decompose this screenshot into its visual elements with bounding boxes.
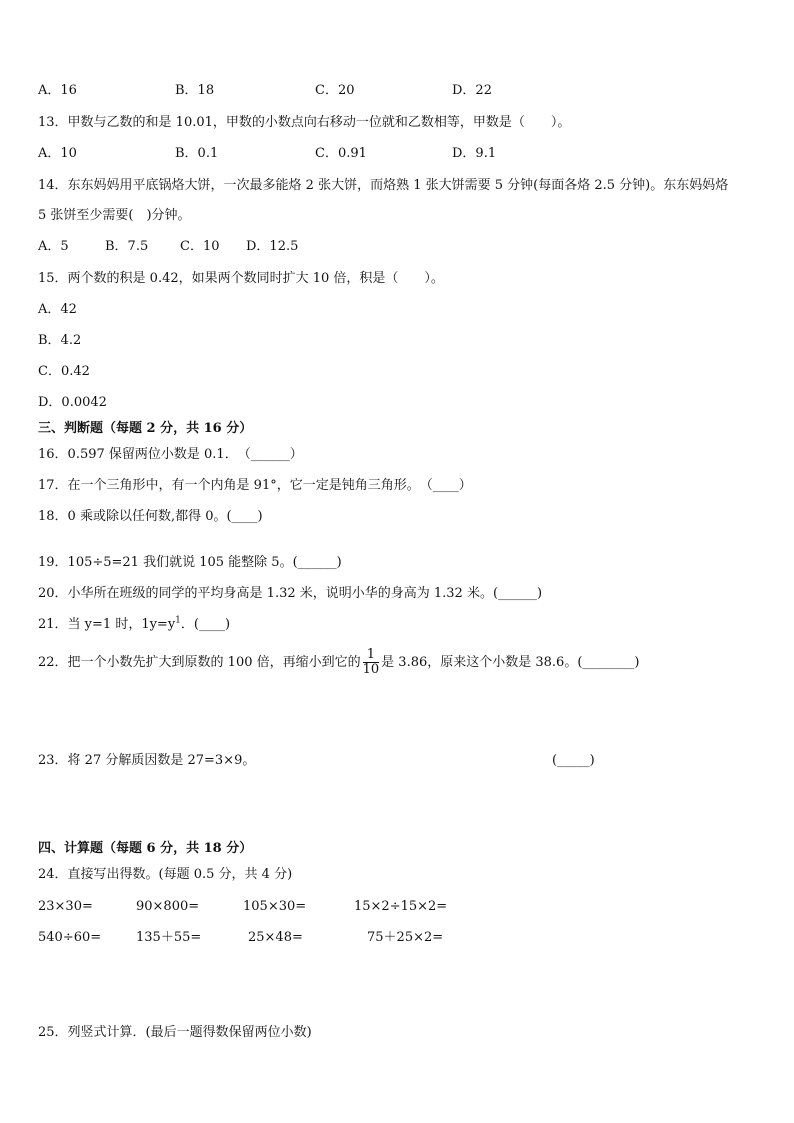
calc-item: 105×30=: [243, 899, 307, 914]
q23-answer-blank: (_____): [552, 753, 595, 768]
q25-title: 25．列竖式计算．(最后一题得数保留两位小数): [38, 1025, 312, 1040]
q13-option-a: A．10: [38, 146, 77, 161]
q14-option-b: B．7.5: [105, 239, 149, 254]
q12-option-c: C．20: [315, 83, 355, 98]
q15-option-c: C．0.42: [38, 364, 90, 379]
q16-statement: 16．0.597 保留两位小数是 0.1． （______）: [38, 447, 303, 462]
q22-text-before: 22．把一个小数先扩大到原数的 100 倍，再缩小到它的: [38, 655, 361, 670]
q17-statement: 17．在一个三角形中，有一个内角是 91°，它一定是钝角三角形。 （____）: [38, 478, 472, 493]
calc-item: 90×800=: [136, 899, 200, 914]
fraction-numerator: 1: [366, 647, 376, 662]
calc-item: 15×2÷15×2=: [354, 899, 448, 914]
q23-statement: 23．将 27 分解质因数是 27=3×9。: [38, 753, 256, 768]
q19-statement: 19．105÷5=21 我们就说 105 能整除 5。(______): [38, 555, 342, 570]
q14-option-c: C．10: [180, 239, 220, 254]
q21-statement: [38, 616, 230, 634]
section-3-heading: 三、判断题（每题 2 分，共 16 分）: [38, 421, 253, 436]
calc-item: 23×30=: [38, 899, 93, 914]
q13-option-b: B．0.1: [175, 146, 219, 161]
q13-option-c: C．0.91: [315, 146, 367, 161]
q24-title: 24．直接写出得数。(每题 0.5 分，共 4 分): [38, 867, 293, 882]
section-4-heading: 四、计算题（每题 6 分，共 18 分）: [38, 841, 253, 856]
one-tenth-fraction: [363, 648, 380, 677]
q13-question: 13．甲数与乙数的和是 10.01，甲数的小数点向右移动一位就和乙数相等，甲数是（ ）。: [38, 115, 571, 130]
q15-option-b: B．4.2: [38, 333, 82, 348]
q20-statement: 20．小华所在班级的同学的平均身高是 1.32 米，说明小华的身高为 1.32 米。(______): [38, 586, 543, 601]
q22-text-after: 是 3.86，原来这个小数是 38.6。(________): [381, 655, 640, 670]
q15-option-d: D．0.0042: [38, 395, 107, 410]
q21-exponent: 1: [175, 615, 181, 626]
q15-question: 15．两个数的积是 0.42，如果两个数同时扩大 10 倍，积是（ ）。: [38, 271, 444, 286]
q14-option-a: A．5: [38, 239, 69, 254]
calc-item: 135＋55=: [136, 930, 202, 945]
q15-option-a: A．42: [38, 302, 77, 317]
q14-question-line2: 5 张饼至少需要( )分钟。: [38, 208, 191, 223]
q21-text: 21．当 y=1 时，1y=y: [38, 617, 176, 632]
q12-option-d: D．22: [452, 83, 492, 98]
q12-option-b: B．18: [175, 83, 215, 98]
calc-item: 75＋25×2=: [367, 930, 444, 945]
fraction-denominator: 10: [362, 662, 380, 677]
q14-option-d: D．12.5: [246, 239, 299, 254]
q22-statement: [38, 648, 639, 677]
calc-item: 25×48=: [248, 930, 303, 945]
q21-blank: ．(____): [180, 617, 231, 632]
q18-statement: 18．0 乘或除以任何数,都得 0。(____): [38, 509, 263, 524]
calc-item: 540÷60=: [38, 930, 102, 945]
q13-option-d: D．9.1: [452, 146, 497, 161]
q12-option-a: A．16: [38, 83, 77, 98]
q14-question-line1: 14．东东妈妈用平底锅烙大饼，一次最多能烙 2 张大饼，而烙熟 1 张大饼需要 5 分钟(每面各烙 2.5 分钟)。东东妈妈烙: [38, 178, 729, 193]
